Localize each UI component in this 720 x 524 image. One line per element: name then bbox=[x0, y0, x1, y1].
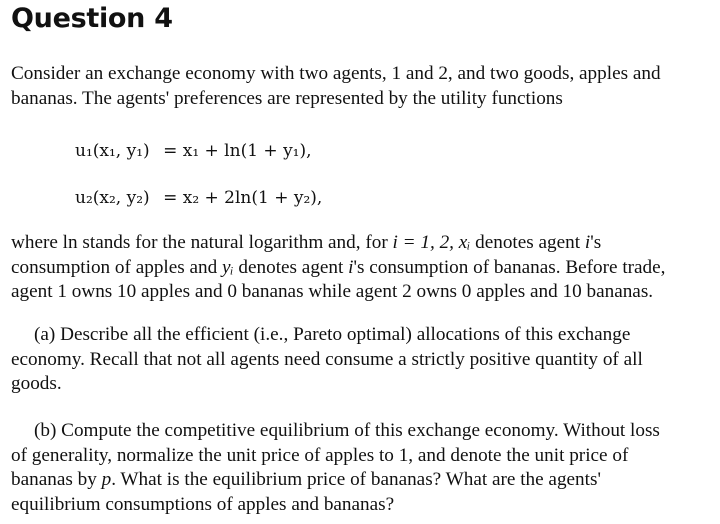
utility-equation-1-rhs: = x₁ + ln(1 + y₁), bbox=[163, 141, 312, 161]
part-a-line-2: economy. Recall that not all agents need consume a strictly positive quantity of all bbox=[11, 348, 643, 370]
intro-line-1: Consider an exchange economy with two agents, 1 and 2, and two goods, apples and bbox=[11, 63, 661, 84]
definitions-text-c: 's bbox=[590, 232, 602, 253]
index-math: i = 1, 2, xᵢ bbox=[392, 232, 471, 253]
part-a-paragraph bbox=[11, 323, 717, 397]
price-variable: p bbox=[101, 469, 112, 490]
part-a-line-1: (a) Describe all the efficient (i.e., Pareto optimal) allocations of this exchange bbox=[34, 324, 631, 345]
part-b-text-b: . What is the equilibrium price of bananas? What are the agents' bbox=[111, 469, 601, 490]
part-b-line-4: equilibrium consumptions of apples and bananas? bbox=[11, 493, 395, 515]
definitions-text-f: 's consumption of bananas. Before trade, bbox=[353, 256, 666, 278]
definitions-text-b: denotes agent bbox=[475, 232, 581, 253]
banana-variable: yᵢ bbox=[222, 256, 234, 278]
intro-line-2: bananas. The agents' preferences are represented by the utility functions bbox=[11, 87, 563, 109]
definitions-text-a: where ln stands for the natural logarithm and, for bbox=[11, 232, 388, 253]
question-title: Question 4 bbox=[11, 3, 173, 34]
part-b-line-3 bbox=[11, 468, 717, 493]
agent-i: i bbox=[584, 232, 591, 253]
part-b-line-2: of generality, normalize the unit price of apples to 1, and denote the unit price of bbox=[11, 444, 629, 466]
utility-equation-2-rhs: = x₂ + 2ln(1 + y₂), bbox=[163, 188, 323, 208]
definitions-line-2 bbox=[11, 256, 717, 281]
agent-i-2: i bbox=[348, 256, 354, 278]
part-b-text-a: bananas by bbox=[11, 469, 97, 490]
definitions-text-e: denotes agent bbox=[238, 256, 344, 278]
part-b-paragraph bbox=[11, 419, 717, 517]
definitions-text-d: consumption of apples and bbox=[11, 256, 218, 278]
utility-equation-2-lhs: u₂(x₂, y₂) bbox=[75, 188, 150, 208]
definitions-line-1 bbox=[11, 231, 717, 256]
definitions-paragraph bbox=[11, 231, 717, 305]
utility-equation-2 bbox=[75, 186, 322, 210]
definitions-line-3: agent 1 owns 10 apples and 0 bananas while agent 2 owns 0 apples and 10 bananas. bbox=[11, 281, 654, 302]
utility-equation-1-lhs: u₁(x₁, y₁) bbox=[75, 141, 150, 161]
part-a-line-3: goods. bbox=[11, 373, 62, 394]
intro-paragraph bbox=[11, 62, 717, 111]
utility-equation-1 bbox=[75, 139, 312, 163]
part-b-line-1: (b) Compute the competitive equilibrium of this exchange economy. Without loss bbox=[34, 420, 660, 441]
